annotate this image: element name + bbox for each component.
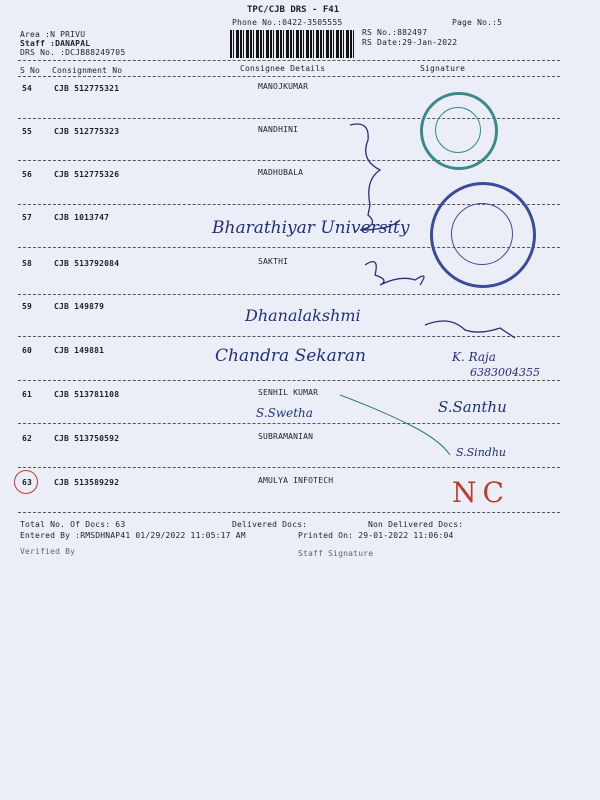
row-consignment: CJB 513750592 [54, 434, 120, 443]
entered-by: Entered By :RMSDHNAP41 01/29/2022 11:05:17 AM [20, 531, 246, 540]
handwritten-signature: S.Santhu [438, 398, 507, 416]
column-consignment: Consignment No [52, 66, 123, 75]
total-docs: Total No. Of Docs: 63 [20, 520, 126, 529]
header-divider [18, 60, 560, 61]
nc-mark: NC [452, 476, 510, 509]
handwritten-signature: S.Sindhu [456, 446, 506, 459]
row-consignment: CJB 513589292 [54, 478, 120, 487]
verified-by: Verified By [20, 547, 76, 556]
staff-field: Staff :DANAPAL [20, 39, 91, 48]
row-consignee: NANDHINI [258, 125, 299, 134]
printed-on: Printed On: 29-01-2022 11:06:04 [298, 531, 454, 540]
row-divider [18, 512, 560, 513]
page-number: Page No.:5 [452, 18, 503, 27]
row-consignee: SAKTHI [258, 257, 289, 266]
signature-scribble [365, 262, 424, 285]
handwritten-name: Dhanalakshmi [245, 306, 361, 325]
handwritten-name: S.Swetha [256, 406, 313, 420]
column-consignee: Consignee Details [240, 64, 326, 73]
row-consignee: MADHUBALA [258, 168, 304, 177]
round-stamp [420, 92, 498, 170]
row-sno: 59 [22, 302, 33, 311]
row-sno: 56 [22, 170, 33, 179]
row-consignment: CJB 513792084 [54, 259, 120, 268]
drs-number: DRS No. :DCJB88249705 [20, 48, 126, 57]
delivered-docs: Delivered Docs: [232, 520, 308, 529]
row-consignment: CJB 149881 [54, 346, 105, 355]
rs-date: RS Date:29-Jan-2022 [362, 38, 458, 47]
document-title: TPC/CJB DRS - F41 [247, 5, 340, 15]
row-sno: 62 [22, 434, 33, 443]
row-sno: 57 [22, 213, 33, 222]
column-divider [18, 76, 560, 77]
signature-scribble [340, 395, 450, 455]
row-consignment: CJB 512775326 [54, 170, 120, 179]
area-field: Area :N PRIVU [20, 30, 86, 39]
signature-scribble [425, 321, 515, 338]
barcode [230, 30, 355, 58]
round-stamp [430, 182, 536, 288]
row-consignment: CJB 1013747 [54, 213, 110, 222]
handwritten-name: Chandra Sekaran [215, 346, 366, 366]
signature-scribble [350, 124, 400, 230]
row-sno: 61 [22, 390, 33, 399]
rs-number: RS No.:882497 [362, 28, 428, 37]
row-sno: 63 [22, 478, 33, 487]
handwritten-signature: K. Raja [452, 350, 496, 364]
row-consignee: AMULYA INFOTECH [258, 476, 334, 485]
phone-number: Phone No.:0422-3505555 [232, 18, 343, 27]
column-sno: S No [20, 66, 41, 75]
circle-mark [14, 470, 38, 494]
row-consignment: CJB 512775323 [54, 127, 120, 136]
row-consignee: SUBRAMANIAN [258, 432, 314, 441]
row-consignee: SENHIL KUMAR [258, 388, 319, 397]
handwritten-name: Bharathiyar University [212, 218, 410, 238]
row-sno: 60 [22, 346, 33, 355]
staff-signature-label: Staff Signature [298, 549, 374, 558]
row-sno: 58 [22, 259, 33, 268]
row-consignment: CJB 513781108 [54, 390, 120, 399]
row-consignee: MANOJKUMAR [258, 82, 309, 91]
row-consignment: CJB 149879 [54, 302, 105, 311]
handwritten-phone: 6383004355 [470, 366, 540, 379]
row-sno: 54 [22, 84, 33, 93]
non-delivered-docs: Non Delivered Docs: [368, 520, 464, 529]
row-sno: 55 [22, 127, 33, 136]
row-consignment: CJB 512775321 [54, 84, 120, 93]
column-signature: Signature [420, 64, 466, 73]
